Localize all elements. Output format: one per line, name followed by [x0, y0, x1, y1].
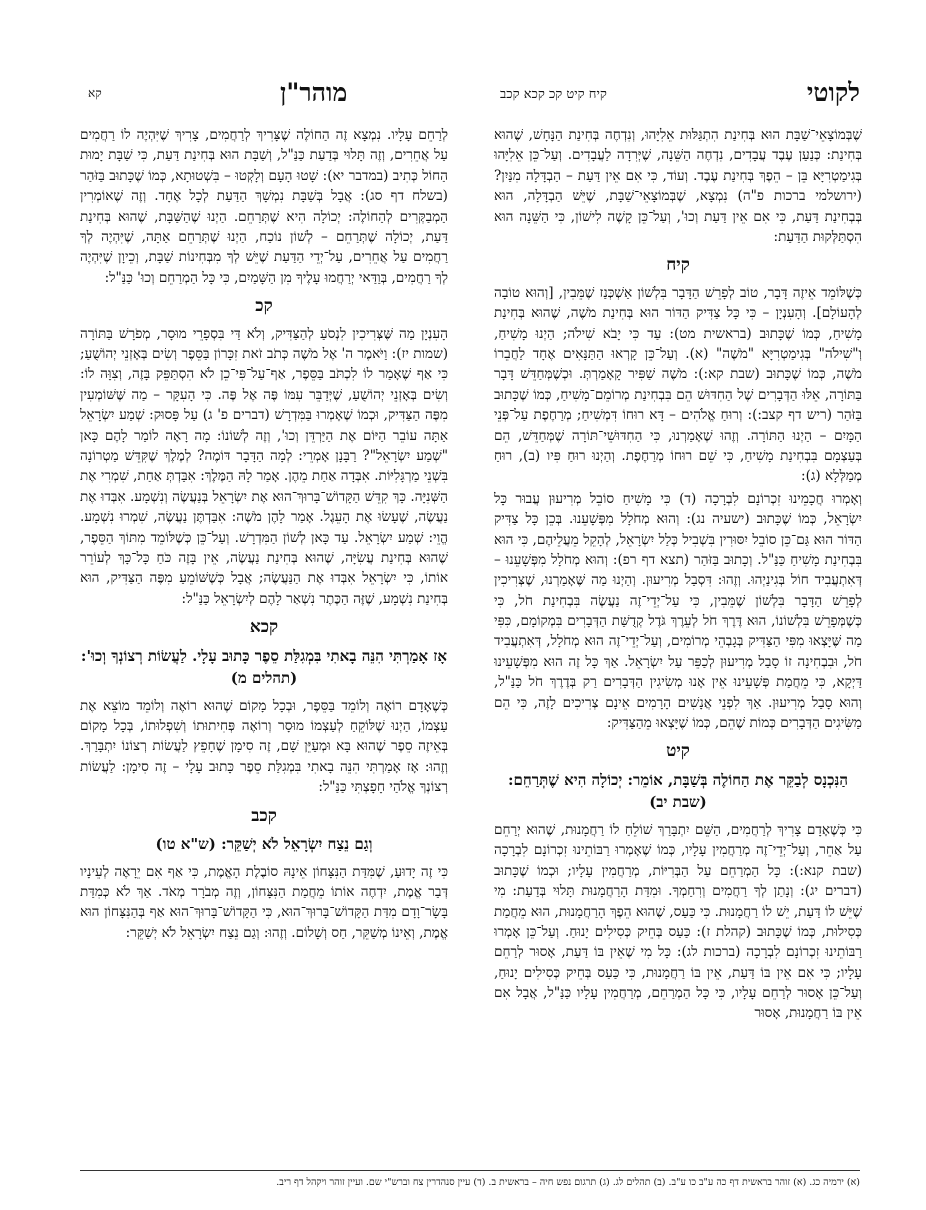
right-column — [494, 125, 862, 1165]
section-subheading-121: אָז אָמַרְתִּי הִנֵּה בָאתִי בִּמְגִלַּת סֵפֶר כָּתוּב עָלָי. לַעֲשׂוֹת רְצוֹנְךָ וְכוּ': (תהלים מ) — [80, 646, 448, 688]
section-heading-122: קכב — [251, 805, 277, 826]
paragraph-121: כְּשֶׁאָדָם רוֹאֶה וְלוֹמֵד בַּסֵּפֶר, וּבְכָל מָקוֹם שֶׁהוּא רוֹאֶה וְלוֹמֵד מוֹצֵא אֶת עַצְמוֹ, הַיְנוּ שֶׁלּוֹקֵחַ לְעַצְמוֹ מוּסָר וְרוֹאֶה פְּחִיתוּתוֹ וְשִׁפְלוּתוֹ, בְּכָל מָקוֹם בְּאֵיזֶה סֵפֶר שֶׁהוּא בָּא וּמְעַיֵּן שָׁם, זֶה סִימָן שֶׁחָפֵץ לַעֲשׂוֹת רְצוֹנוֹ יִתְבָּרַךְ. וְזֶהוּ: אָז אָמַרְתִּי הִנֵּה בָאתִי בִּמְגִלַּת סֵפֶר כָּתוּב עָלָי – זֶה סִימָן: לַעֲשׂוֹת רְצוֹנְךָ אֱלֹהַי חָפָצְתִּי כַּנַּ"ל: — [80, 697, 448, 796]
running-title-right: לקוטי — [806, 78, 860, 107]
paragraph-118b: וְאָמְרוּ חֲכָמֵינוּ זִכְרוֹנָם לִבְרָכָה (ד) כִּי מָשִׁיחַ סוֹבֵל מְרִיעוּן עֲבוּר כָּל יִשְׂרָאֵל, כְּמוֹ שֶׁכָּתוּב (ישעיה נג): וְהוּא מְחֹלָל מִפְּשָׁעֵנוּ. בְּכֵן כָּל צַדִּיק הַדּוֹר הוּא גַּם־כֵּן סוֹבֵל יִסּוּרִין בִּשְׁבִיל כְּלַל יִשְׂרָאֵל, לְהָקֵל מֵעֲלֵיהֶם, כִּי הוּא בִּבְחִינַת מָשִׁיחַ כַּנַּ"ל. וְכָתוּב בַּזֹּהַר (תצא דף רפ): וְהוּא מְחֹלָל מִפְּשָׁעֵנוּ – דְּאִתְעֲבִיד חוֹל בְּגִינַיְהוּ. וְזֶהוּ: דִּסְבַל מְרִיעוּן. וְהַיְנוּ מַה שֶּׁאָמַרְנוּ, שֶׁצְּרִיכִין לְפָרֵשׁ הַדָּבָר בִּלְשׁוֹן שֶׁמֵּבִין, כִּי עַל־יְדֵי־זֶה נַעֲשֶׂה בִּבְחִינַת חֹל, כִּי כְּשֶׁמְּפָרֵשׁ בִּלְשׁוֹנוֹ, הוּא דֶּרֶךְ חֹל לְעֵרֶךְ גֹּדֶל קְדֻשַּׁת הַדְּבָרִים בִּמְקוֹמָם, כִּפִּי מַה שֶּׁיָּצְאוּ מִפִּי הַצַּדִּיק בְּגָבְהֵי מְרוֹמִים, וְעַל־יְדֵי־זֶה הוּא מְחֹלָל, דְּאִתְעֲבִיד חֹל, וּבִבְחִינָה זוֹ סָבַל מְרִיעוּן לְכַפֵּר עַל יִשְׂרָאֵל. אַךְ כָּל זֶה הוּא מִפְּשָׁעֵינוּ דַּיְקָא, כִּי מֵחֲמַת פְּשָׁעֵינוּ אֵין אָנוּ מְשִׂיגִין הַדְּבָרִים רַק בְּדֶרֶךְ חֹל כַּנַּ"ל, וְהוּא סָבַל מְרִיעוּן. אַךְ לִפְנֵי אֲנָשִׁים הָרָמִים אֵינָם צְרִיכִים לָזֶה, כִּי הֵם מַשִּׂיגִים הַדְּבָרִים כְּמוֹת שֶׁהֵם, כְּמוֹ שֶׁיָּצְאוּ מֵהַצַּדִּיק: — [494, 490, 862, 732]
footnotes: (א) ירמיה כג. (א) זוהר בראשית דף כה ע"ב כו ע"ב. (ב) תהלים לג. (ג) תרגום נפש חיה – בראשית ב. (ד) עיין סנהדרין צח וברש"י שם. ועיין זוהר ויקהל דף ריב. — [80, 1170, 860, 1189]
paragraph-118a: כְּשֶׁלּוֹמֵד אֵיזֶה דָּבָר, טוֹב לְפָרֵשׁ הַדָּבָר בִּלְשׁוֹן אַשְׁכְּנַז שֶׁמֵּבִין, [וְהוּא טוֹבָה לְהָעוֹלָם]. וְהָעִנְיָן – כִּי כָּל צַדִּיק הַדּוֹר הוּא בְּחִינַת מֹשֶׁה, שֶׁהוּא בְּחִינַת מָשִׁיחַ, כְּמוֹ שֶׁכָּתוּב (בראשית מט): עַד כִּי יָבֹא שִׁילֹה; הַיְנוּ מָשִׁיחַ, וְ"שִׁילֹה" בְּגִימַטְרִיָּא "מֹשֶׁה" (א). וְעַל־כֵּן קָרְאוּ הַתַּנָּאִים אֶחָד לַחֲבֵרוֹ מֹשֶׁה, כְּמוֹ שֶׁכָּתוּב (שבת קא:): מֹשֶׁה שַׁפִּיר קָאָמַרְתְּ. וּכְשֶׁמְּחַדֵּשׁ דָּבָר בַּתּוֹרָה, אֵלּוּ הַדְּבָרִים שֶׁל הַחִדּוּשׁ הֵם בִּבְחִינַת מְרוֹמֵם־מָשִׁיחַ, כְּמוֹ שֶׁכָּתוּב בַּזֹּהַר (ריש דף קצב:): וְרוּחַ אֱלֹהִים – דָּא רוּחוֹ דִּמְשִׁיחַ; מְרַחֶפֶת עַל־פְּנֵי הַמָּיִם – הַיְנוּ הַתּוֹרָה. וְזֶהוּ שֶׁאָמַרְנוּ, כִּי הַחִדּוּשֵׁי־תּוֹרָה שֶׁמְּחַדֵּשׁ, הֵם בְּעַצְמָם בִּבְחִינַת מָשִׁיחַ, כִּי שֵׁם רוּחוֹ מְרַחֶפֶת. וְהַיְנוּ רוּחַ פִּיו (ב), רוּחַ מְמַלְּלָא (ג): — [494, 284, 862, 485]
section-heading-119: קיט — [666, 741, 690, 762]
page-number: קא — [88, 86, 102, 100]
paragraph-intro: שֶׁבְּמוֹצָאֵי־שַׁבָּת הוּא בְּחִינַת הִתְגַּלּוּת אֵלִיָּהוּ, וְנִדְחֶה בְּחִינַת הַנָּחָשׁ, שֶׁהוּא בְּחִינַת: כְּנַעַן עֶבֶד עֲבָדִים, נִדְחֶה הַשֵּׁנָה, שֶׁיְּרִדָה לַעֲבָדִים. וְעַל־כֵּן אֵלִיָּהוּ בְּגִימַטְרִיָּא בֵּן – הֵפֶךְ בְּחִינַת עֶבֶד. וְעוֹד, כִּי אִם אֵין דַּעַת – הַבְדָּלָה מִנַּיִן? (ירושלמי ברכות פ"ה) נִמְצָא, שֶׁבְּמוֹצָאֵי־שַׁבָּת, שֶׁיֵּשׁ הַבְדָּלָה, הוּא בְּבְחִינַת דַּעַת, כִּי אִם אֵין דַּעַת וְכוּ', וְעַל־כֵּן קָשֶׁה לִישׁוֹן, כִּי הַשֵּׁנָה הוּא הִסְתַּלְּקוּת הַדַּעַת: — [494, 127, 862, 245]
paragraph-continuation: לְרַחֵם עָלָיו. נִמְצָא זֶה הַחוֹלֶה שֶׁצָּרִיךְ לְרַחֲמִים, צָרִיךְ שֶׁיִּהְיֶה לוֹ רַחֲמִים עַל אֲחֵרִים, וְזֶה תָּלוּי בְּדַעַת כַּנַּ"ל, וְשַׁבָּת הוּא בְּחִינַת דַּעַת, כִּי שַׁבָּת יָמוּת הַחוֹל כְּתִיב (במדבר יא): שָׁטוּ הָעָם וְלָקְטוּ – בִּשְׁטוּתָא, כְּמוֹ שֶׁכָּתוּב בַּזֹּהַר (בשלח דף סג): אֲבָל בְּשַׁבָּת נִמְשָׁךְ הַדַּעַת לְכָל אֶחָד. וְזֶה שֶׁאוֹמְרִין הַמְבַקְּרִים לְהַחוֹלֶה: יְכוֹלָה הִיא שֶׁתְּרַחֵם. הַיְנוּ שֶׁהַשַּׁבָּת, שֶׁהוּא בְּחִינַת דַּעַת, יְכוֹלָה שֶׁתְּרַחֵם – לְשׁוֹן נוֹכַח, הַיְנוּ שֶׁתְּרַחֵם אַתָּה, שֶׁיִּהְיֶה לְךָ רַחֲמִים עַל אֲחֵרִים, עַל־יְדֵי הַדַּעַת שֶׁיֵּשׁ לְךָ מִבְּחִינוֹת שַׁבָּת, וְכֵיוָן שֶׁיִּהְיֶה לְךָ רַחֲמִים, בְּוַדַּאי יְרַחֲמוּ עָלֶיךָ מִן הַשָּׁמַיִם, כִּי כָּל הַמְרַחֵם וְכוּ' כַּנַּ"ל: — [80, 127, 448, 286]
paragraph-119: כִּי כְּשֶׁאָדָם צָרִיךְ לְרַחֲמִים, הַשֵּׁם יִתְבָּרַךְ שׁוֹלֵחַ לוֹ רַחֲמָנוּת, שֶׁהוּא יְרַחֵם עַל אַחֵר, וְעַל־יְדֵי־זֶה מְרַחֲמִין עָלָיו, כְּמוֹ שֶׁאָמְרוּ רַבּוֹתֵינוּ זִכְרוֹנָם לִבְרָכָה (שבת קנא:): כָּל הַמְרַחֵם עַל הַבְּרִיּוֹת, מְרַחֲמִין עָלָיו; וּכְמוֹ שֶׁכָּתוּב (דברים יג): וְנָתַן לְךָ רַחֲמִים וְרִחַמְךָ. וּמִדַּת הָרַחֲמָנוּת תָּלוּי בְּדַעַת: מִי שֶׁיֵּשׁ לוֹ דַּעַת, יֵשׁ לוֹ רַחֲמָנוּת. כִּי כַּעַס, שֶׁהוּא הֵפֶךְ הָרַחֲמָנוּת, הוּא מֵחֲמַת כְּסִילוּת, כְּמוֹ שֶׁכָּתוּב (קהלת ז): כַּעַס בְּחֵיק כְּסִילִים יָנוּחַ. וְעַל־כֵּן אָמְרוּ רַבּוֹתֵינוּ זִכְרוֹנָם לִבְרָכָה (ברכות לג): כָּל מִי שֶׁאֵין בּוֹ דַּעַת, אָסוּר לְרַחֵם עָלָיו; כִּי אִם אֵין בּוֹ דַּעַת, אֵין בּוֹ רַחֲמָנוּת, כִּי כַּעַס בְּחֵיק כְּסִילִים יָנוּחַ, וְעַל־כֵּן אָסוּר לְרַחֵם עָלָיו, כִּי כָּל הַמְרַחֵם, מְרַחֲמִין עָלָיו כַּנַּ"ל, אֲבָל אִם אֵין בּוֹ רַחֲמָנוּת, אָסוּר — [494, 821, 862, 1022]
left-column — [80, 125, 448, 1165]
section-subheading-122: וְגַם נֵצַח יִשְׂרָאֵל לֹא יְשַׁקֵּר: (ש"א טו) — [155, 835, 373, 854]
page-header — [80, 78, 860, 118]
running-title-left: מוהר"ן — [280, 78, 348, 107]
paragraph-122: כִּי זֶה יָדוּעַ, שֶׁמִּדַּת הַנִּצָּחוֹן אֵינָהּ סוֹבֶלֶת הָאֱמֶת, כִּי אַף אִם יֵרָאֶה לְעֵינָיו דְּבַר אֱמֶת, יִדְחֶה אוֹתוֹ מֵחֲמַת הַנִּצָּחוֹן, וְזֶה מְבֹרָר מְאֹד. אַךְ לֹא כְּמִדַּת בָּשָׂר־וָדָם מִדַּת הַקָּדוֹשׁ־בָּרוּךְ־הוּא, כִּי הַקָּדוֹשׁ־בָּרוּךְ־הוּא אַף בְּהַנִּצָּחוֹן הוּא אֱמֶת, וְאֵינוֹ מְשַׁקֵּר, חַס וְשָׁלוֹם. וְזֶהוּ: וְגַם נֵצַח יִשְׂרָאֵל לֹא יְשַׁקֵּר: — [80, 863, 448, 941]
section-heading-120: קכ — [255, 296, 273, 317]
paragraph-120: הָעִנְיָן מַה שֶּׁצְּרִיכִין לִנְסֹעַ לְהַצַּדִּיק, וְלֹא דַּי בִּסְפָרֵי מוּסָר, מְפֹרָשׁ בַּתּוֹרָה (שמות יז): וַיֹּאמֶר ה' אֶל מֹשֶׁה כְּתֹב זֹאת זִכָּרוֹן בַּסֵּפֶר וְשִׂים בְּאָזְנֵי יְהוֹשֻׁעַ; כִּי אַף שֶׁאָמַר לוֹ לִכְתֹּב בַּסֵּפֶר, אַף־עַל־פִּי־כֵן לֹא הִסְתַּפֵּק בָּזֶה, וְצִוָּה לוֹ: וְשִׂים בְּאָזְנֵי יְהוֹשֻׁעַ, שֶׁיְּדַבֵּר עִמּוֹ פֶּה אֶל פֶּה. כִּי הָעִקָּר – מַה שֶּׁשּׁוֹמְעִין מִפֶּה הַצַּדִּיק, וּכְמוֹ שֶׁאָמְרוּ בַּמִּדְרָשׁ (דברים פ' ג) עַל פָּסוּק: שְׁמַע יִשְׂרָאֵל אַתָּה עוֹבֵר הַיּוֹם אֶת הַיַּרְדֵּן וְכוּ', וְזֶה לְשׁוֹנוֹ: מָה רָאָה לוֹמַר לָהֶם כָּאן "שְׁמַע יִשְׂרָאֵל"? רַבָּנָן אָמְרֵי: לְמָה הַדָּבָר דּוֹמֶה? לְמֶלֶךְ שֶׁקִּדֵּשׁ מַטְרוֹנָה בִּשְׁנֵי מַרְגָּלִיּוֹת. אִבְּדָה אַחַת מֵהֶן. אָמַר לָהּ הַמֶּלֶךְ: אִבַּדְתְּ אַחַת, שִׁמְרִי אֶת הַשְּׁנִיָּה. כָּךְ קִדֵּשׁ הַקָּדוֹשׁ־בָּרוּךְ־הוּא אֶת יִשְׂרָאֵל בְּנַעֲשֶׂה וְנִשְׁמָע. אִבְּדוּ אֶת נַעֲשֶׂה, שֶׁעָשׂוּ אֶת הָעֵגֶל. אָמַר לָהֶן מֹשֶׁה: אִבַּדְתֶּן נַעֲשֶׂה, שִׁמְרוּ נִשְׁמָע. הֱוֵי: שְׁמַע יִשְׂרָאֵל. עַד כָּאן לְשׁוֹן הַמִּדְרָשׁ. וְעַל־כֵּן כְּשֶׁלּוֹמֵד מִתּוֹךְ הַסֵּפֶר, שֶׁהוּא בְּחִינַת עֲשִׂיָּה, שֶׁהוּא בְּחִינַת נַעֲשֶׂה, אֵין בָּזֶה כֹּחַ כָּל־כָּךְ לְעוֹרֵר אוֹתוֹ, כִּי יִשְׂרָאֵל אִבְּדוּ אֶת הַנַּעֲשֶׂה; אֲבָל כְּשֶׁשּׁוֹמֵעַ מִפֶּה הַצַּדִּיק, הוּא בְּחִינַת נִשְׁמָע, שֶׁזֶּה הַכֶּתֶר נִשְׁאַר לָהֶם לְיִשְׂרָאֵל כַּנַּ"ל: — [80, 325, 448, 607]
section-heading-121: קכא — [249, 617, 279, 638]
section-range: קיח קיט קכ קכא קכב — [500, 87, 607, 102]
section-subheading-119: הַנִּכְנָס לְבַקֵּר אֶת הַחוֹלֶה בְּשַׁבָּת, אוֹמֵר: יְכוֹלָה הִיא שֶׁתְּרַחֵם: (שבת יב) — [508, 770, 848, 812]
section-heading-118: קיח — [666, 255, 690, 276]
